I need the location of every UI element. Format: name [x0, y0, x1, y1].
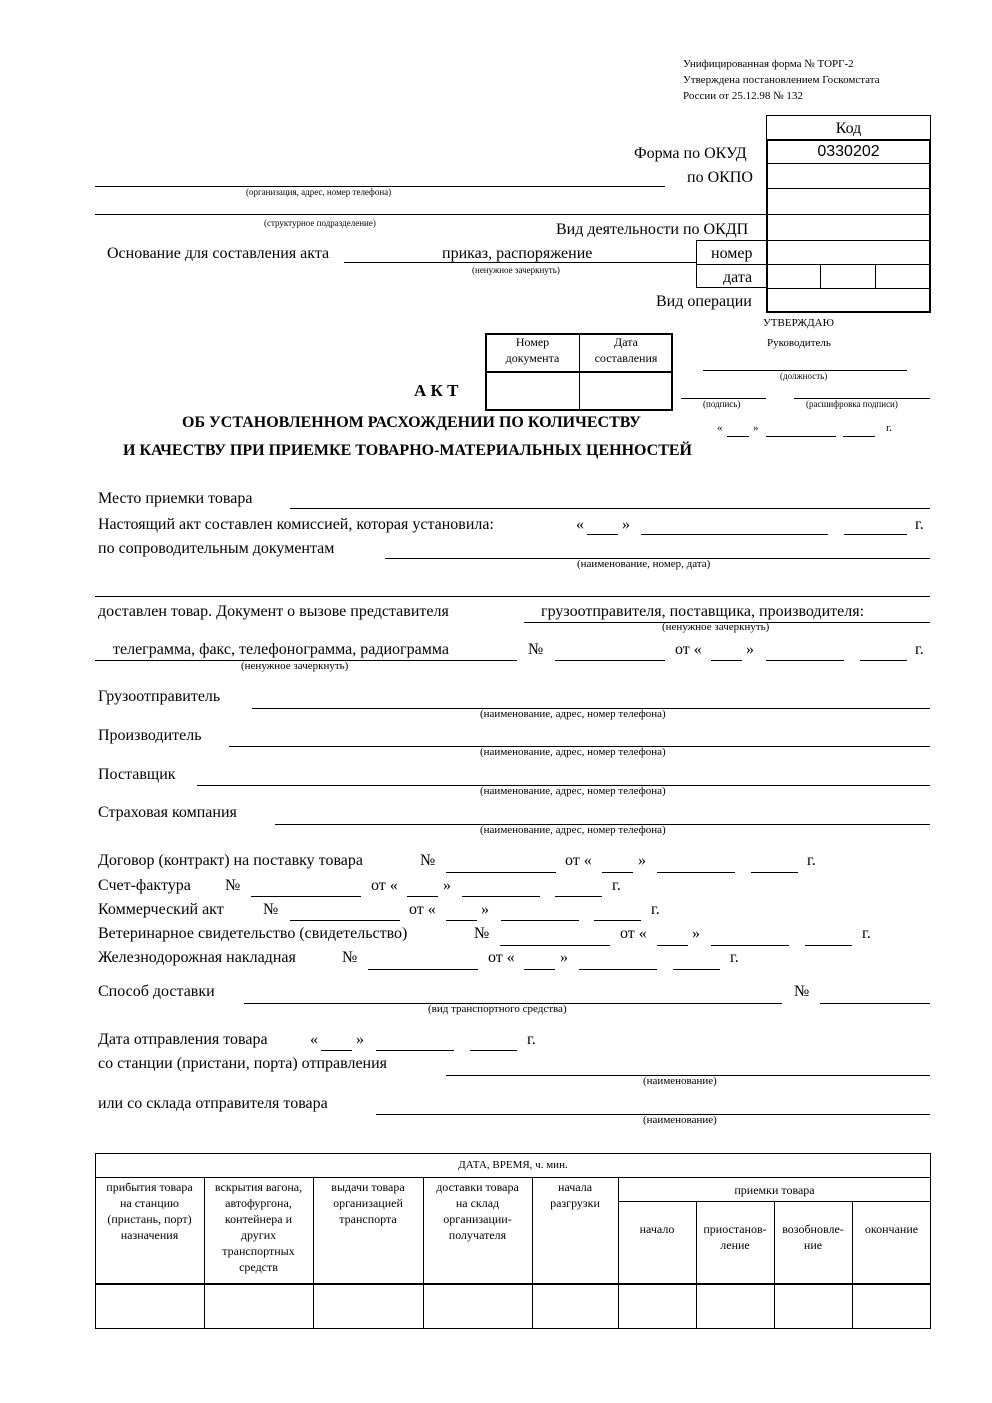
shipper-label: Грузоотправитель — [98, 688, 221, 705]
col-opening-header: вскрытия вагона, автофургона, контейнера и других транспортных средств — [214, 1180, 303, 1274]
accompanying-caption: (наименование, номер, дата) — [577, 558, 711, 570]
rail-month-field[interactable] — [579, 969, 657, 970]
warehouse-caption: (наименование) — [643, 1114, 717, 1126]
col-arrival-header: прибытия товара на станцию (пристань, порт) назначения — [106, 1180, 193, 1242]
place-field[interactable] — [290, 508, 930, 509]
col-issue-header: выдачи товара организацией транспорта — [331, 1180, 405, 1226]
okpo-label: по ОКПО — [687, 169, 753, 186]
manufacturer-label: Производитель — [98, 727, 202, 744]
commission-day-field[interactable] — [587, 534, 618, 535]
data-label: дата — [723, 269, 753, 286]
form-note-line3: России от 25.12.98 № 132 — [683, 90, 803, 102]
insurer-caption: (наименование, адрес, номер телефона) — [480, 824, 666, 836]
doc-number-header: Номер документа — [505, 335, 560, 365]
warehouse-label: или со склада отправителя товара — [98, 1095, 328, 1112]
form-note-line2: Утверждена постановлением Госкомстата — [683, 74, 880, 86]
position-caption: (должность) — [780, 371, 828, 381]
vet-month-field[interactable] — [711, 945, 789, 946]
col-acc-end-header: окончание — [864, 1222, 919, 1236]
manufacturer-caption: (наименование, адрес, номер телефона) — [480, 746, 666, 758]
form-note-line1: Унифицированная форма № ТОРГ-2 — [683, 58, 854, 70]
approve-role: Руководитель — [767, 337, 831, 349]
act-title: А К Т — [414, 381, 459, 400]
cell-issue[interactable] — [314, 1286, 423, 1328]
approve-title: УТВЕРЖДАЮ — [763, 317, 834, 329]
vet-year-field[interactable] — [805, 945, 852, 946]
doc-date-cell[interactable] — [581, 373, 671, 409]
department-field[interactable] — [95, 214, 766, 215]
rail-day-field[interactable] — [524, 969, 555, 970]
commercial-act-label: Коммерческий акт — [98, 901, 224, 918]
media-month-field[interactable] — [766, 660, 844, 661]
basis-value[interactable]: приказ, распоряжение — [442, 245, 593, 262]
invoice-day-field[interactable] — [407, 896, 438, 897]
col-unloading-header: начала разгрузки — [550, 1180, 600, 1210]
operation-label: Вид операции — [656, 293, 752, 310]
commission-year-field[interactable] — [844, 534, 907, 535]
media-day-field[interactable] — [711, 660, 742, 661]
place-label: Место приемки товара — [98, 490, 253, 507]
okud-label: Форма по ОКУД — [634, 145, 747, 162]
act-title-line2: И КАЧЕСТВУ ПРИ ПРИЕМКЕ ТОВАРНО-МАТЕРИАЛЬНЫХ ЦЕННОСТЕЙ — [123, 442, 692, 459]
sign-caption: (подпись) — [703, 399, 741, 409]
cell-acc-end[interactable] — [853, 1286, 930, 1328]
col-delivery-header: доставки товара на склад организации- получателя — [436, 1180, 519, 1242]
accompanying-label: по сопроводительным документам — [98, 540, 335, 557]
doc-number-cell[interactable] — [487, 373, 578, 409]
cell-acc-start[interactable] — [619, 1286, 696, 1328]
col-acc-pause-header: приостанов- ление — [703, 1222, 767, 1252]
ship-month-field[interactable] — [376, 1050, 454, 1051]
station-caption: (наименование) — [643, 1075, 717, 1087]
org-caption: (организация, адрес, номер телефона) — [246, 187, 392, 197]
basis-caption: (ненужное зачеркнуть) — [472, 265, 560, 275]
cell-delivery[interactable] — [424, 1286, 532, 1328]
rail-number-field[interactable] — [368, 969, 478, 970]
parties-value[interactable]: грузоотправителя, поставщика, производителя: — [541, 603, 865, 620]
code-header-cell — [766, 115, 931, 140]
contract-month-field[interactable] — [657, 872, 735, 873]
vet-number-field[interactable] — [500, 945, 610, 946]
datetime-table-header: ДАТА, ВРЕМЯ, ч. мин. — [458, 1159, 568, 1171]
vehicle-caption: (вид транспортного средства) — [428, 1003, 567, 1015]
media-year-field[interactable] — [860, 660, 907, 661]
dept-caption: (структурное подразделение) — [264, 218, 376, 228]
okud-value[interactable]: 0330202 — [817, 143, 880, 160]
decode-caption: (расшифровка подписи) — [806, 399, 898, 409]
cell-arrival[interactable] — [96, 1286, 204, 1328]
vet-day-field[interactable] — [657, 945, 688, 946]
invoice-label: Счет-фактура — [98, 877, 191, 894]
nomer-label: номер — [711, 245, 753, 262]
contract-number-field[interactable] — [446, 872, 556, 873]
approve-month-field[interactable] — [766, 436, 836, 437]
commercial-act-year-field[interactable] — [594, 920, 641, 921]
cell-acc-resume[interactable] — [775, 1286, 852, 1328]
contract-label: Договор (контракт) на поставку товара — [98, 852, 363, 869]
commission-label: Настоящий акт составлен комиссией, которая установила: — [98, 516, 494, 533]
vehicle-number-field[interactable] — [820, 1003, 930, 1004]
invoice-year-field[interactable] — [555, 896, 602, 897]
contract-day-field[interactable] — [602, 872, 633, 873]
commercial-act-number-field[interactable] — [290, 920, 400, 921]
col-acc-resume-header: возобновле- ние — [782, 1222, 844, 1252]
ship-year-field[interactable] — [470, 1050, 517, 1051]
media-caption: (ненужное зачеркнуть) — [241, 660, 349, 672]
invoice-number-field[interactable] — [251, 896, 361, 897]
commission-month-field[interactable] — [641, 534, 828, 535]
col-acceptance-header: приемки товара — [734, 1183, 815, 1197]
commercial-act-day-field[interactable] — [446, 920, 477, 921]
act-title-line1: ОБ УСТАНОВЛЕННОМ РАСХОЖДЕНИИ ПО КОЛИЧЕСТВУ — [182, 414, 641, 431]
approve-day-field[interactable] — [727, 436, 749, 437]
ship-date-label: Дата отправления товара — [98, 1031, 268, 1048]
doc-date-header: Дата составления — [594, 335, 658, 365]
basis-label: Основание для составления акта — [107, 245, 330, 262]
contract-year-field[interactable] — [751, 872, 798, 873]
media-number-field[interactable] — [555, 660, 665, 661]
cell-unloading[interactable] — [533, 1286, 618, 1328]
delivered-label: доставлен товар. Документ о вызове представителя — [98, 603, 449, 620]
approve-year-field[interactable] — [843, 436, 875, 437]
supplier-caption: (наименование, адрес, номер телефона) — [480, 785, 666, 797]
parties-caption: (ненужное зачеркнуть) — [662, 621, 770, 633]
insurer-label: Страховая компания — [98, 804, 237, 821]
kod-label: Код — [835, 120, 862, 137]
cell-opening[interactable] — [205, 1286, 313, 1328]
delivery-method-label: Способ доставки — [98, 983, 215, 1000]
rail-label: Железнодорожная накладная — [98, 949, 296, 966]
okdp-label: Вид деятельности по ОКДП — [556, 221, 749, 238]
vet-label: Ветеринарное свидетельство (свидетельство) — [98, 925, 408, 942]
invoice-month-field[interactable] — [462, 896, 540, 897]
accompanying-field-2[interactable] — [95, 596, 930, 597]
shipper-caption: (наименование, адрес, номер телефона) — [480, 708, 666, 720]
ship-day-field[interactable] — [321, 1050, 352, 1051]
codes-box — [766, 139, 931, 313]
station-label: со станции (пристани, порта) отправления — [98, 1055, 388, 1072]
supplier-label: Поставщик — [98, 766, 176, 783]
commercial-act-month-field[interactable] — [501, 920, 579, 921]
cell-acc-pause[interactable] — [697, 1286, 774, 1328]
media-value[interactable]: телеграмма, факс, телефонограмма, радиограмма — [113, 641, 449, 658]
rail-year-field[interactable] — [673, 969, 720, 970]
col-acc-start-header: начало — [639, 1222, 675, 1236]
